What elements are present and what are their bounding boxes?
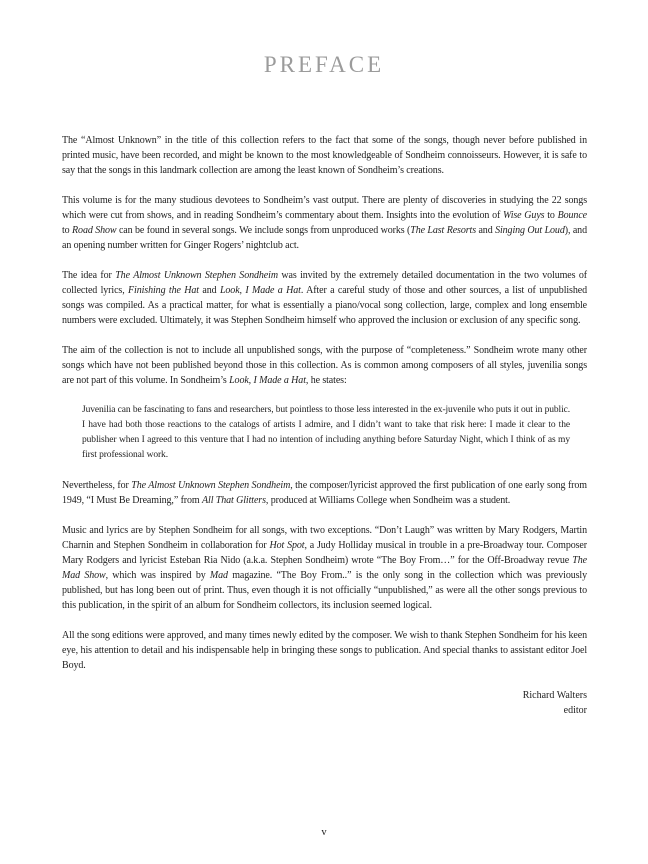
italic-text: Hot Spot [269,540,305,551]
paragraph [62,193,587,253]
text-run: and [198,285,220,296]
italic-text: Bounce [557,210,588,221]
signature-block [62,688,587,718]
italic-text: The Almost Unknown Stephen Sondheim [115,270,278,281]
text-run: , which was inspired by [105,570,210,581]
text-run: , he states: [305,375,347,386]
text-run: The aim of the collection is not to include all unpublished songs, with the purpose of “completeness.” Sondheim wrote many other songs which have not been published beyond those in this collection. As is common among composers of all styles, juvenilia songs are not part of this volume. In Sondheim’s [62,345,587,386]
text-run: and [476,225,496,236]
text-run: ), and an opening number written for Ginger Rogers’ nightclub act. [62,225,587,251]
signature-name: Richard Walters [522,690,587,701]
signature-role: editor [563,705,587,716]
preface-body [62,133,587,718]
text-run: All the song editions were approved, and many times newly edited by the composer. We wish to thank Stephen Sondheim for his keen eye, his attention to detail and his indispensable help in bringing these songs to publication. And special thanks to assistant editor Joel Boyd. [62,630,587,671]
text-run: to [62,225,73,236]
italic-text: Look, I Made a Hat [229,375,306,386]
italic-text: Singing Out Loud [495,225,565,236]
text-run: , produced at Williams College when Sondheim was a student. [265,495,511,506]
italic-text: Road Show [72,225,117,236]
text-run: Music and lyrics are by Stephen Sondheim for all songs, with two exceptions. “Don’t Laugh” was written by Mary Rodgers, Martin Charnin and Stephen Sondheim in collaboration for [62,525,587,551]
text-run: to [544,210,558,221]
text-run: , the composer/lyricist approved the first publication of one early song from 1949, “I Must Be Dreaming,” from [62,480,587,506]
italic-text: Mad [209,570,228,581]
text-run: The “Almost Unknown” in the title of this collection refers to the fact that some of the songs, though never before published in printed music, have been recorded, and might be known to the most knowledgeable of Sondheim connoisseurs. However, it is safe to say that the songs in this landmark collection are among the least known of Sondheim’s creations. [62,135,587,176]
page-title: PREFACE [263,52,385,77]
block-quote [82,403,570,463]
italic-text: All That Glitters [202,495,266,506]
paragraph [62,523,587,613]
page-number: v [321,827,327,838]
paragraph [62,628,587,673]
text-run: was invited by the extremely detailed documentation in the two volumes of collected lyrics, [62,270,587,296]
italic-text: Finishing the Hat [128,285,199,296]
paragraph [62,478,587,508]
italic-text: Look, I Made a Hat [219,285,301,296]
text-run: . After a careful study of those and other sources, a list of unpublished songs was compiled. As a practical matter, for what is essentially a piano/vocal song collection, large, complex and long ensemble numbers were excluded. Ultimately, it was Stephen Sondheim himself who approved the inclusion or exclusion of any specific song. [62,285,587,326]
italic-text: The Almost Unknown Stephen Sondheim [131,480,291,491]
paragraph [62,133,587,178]
paragraph [62,268,587,328]
paragraph [62,343,587,388]
italic-text: Wise Guys [503,210,545,221]
text-run: Nevertheless, for [62,480,132,491]
text-run: This volume is for the many studious devotees to Sondheim’s vast output. There are plenty of discoveries in studying the 22 songs which were cut from shows, and in reading Sondheim’s commentary about them. Insights into the evolution of [62,195,587,221]
text-run: Juvenilia can be fascinating to fans and researchers, but pointless to those less interested in the ex-juvenile who puts it out in public. I have had both those reactions to the catalogs of artists I admire, and I didn’t want to take that risk here: I made it clear to the publisher when I agreed to this venture that I had no intention of including anything before Saturday Night, which I think of as my first professional work. [82,405,570,460]
italic-text: The Last Resorts [410,225,476,236]
text-run: , a Judy Holliday musical in trouble in a pre-Broadway tour. Composer Mary Rodgers and lyricist Esteban Ria Nido (a.k.a. Stephen Sondheim) wrote “The Boy From…” for the Off-Broadway revue [62,540,587,566]
italic-text: The Mad Show [62,555,587,581]
text-run: The idea for [62,270,116,281]
text-run: can be found in several songs. We include songs from unproduced works ( [116,225,411,236]
text-run: magazine. “The Boy From..” is the only song in the collection which was previously published, but has long been out of print. Thus, even though it is not officially “unpublished,” as were all the other songs previous to this publication, in the spirit of an album for Sondheim collectors, its inclusion seemed logical. [62,570,588,611]
